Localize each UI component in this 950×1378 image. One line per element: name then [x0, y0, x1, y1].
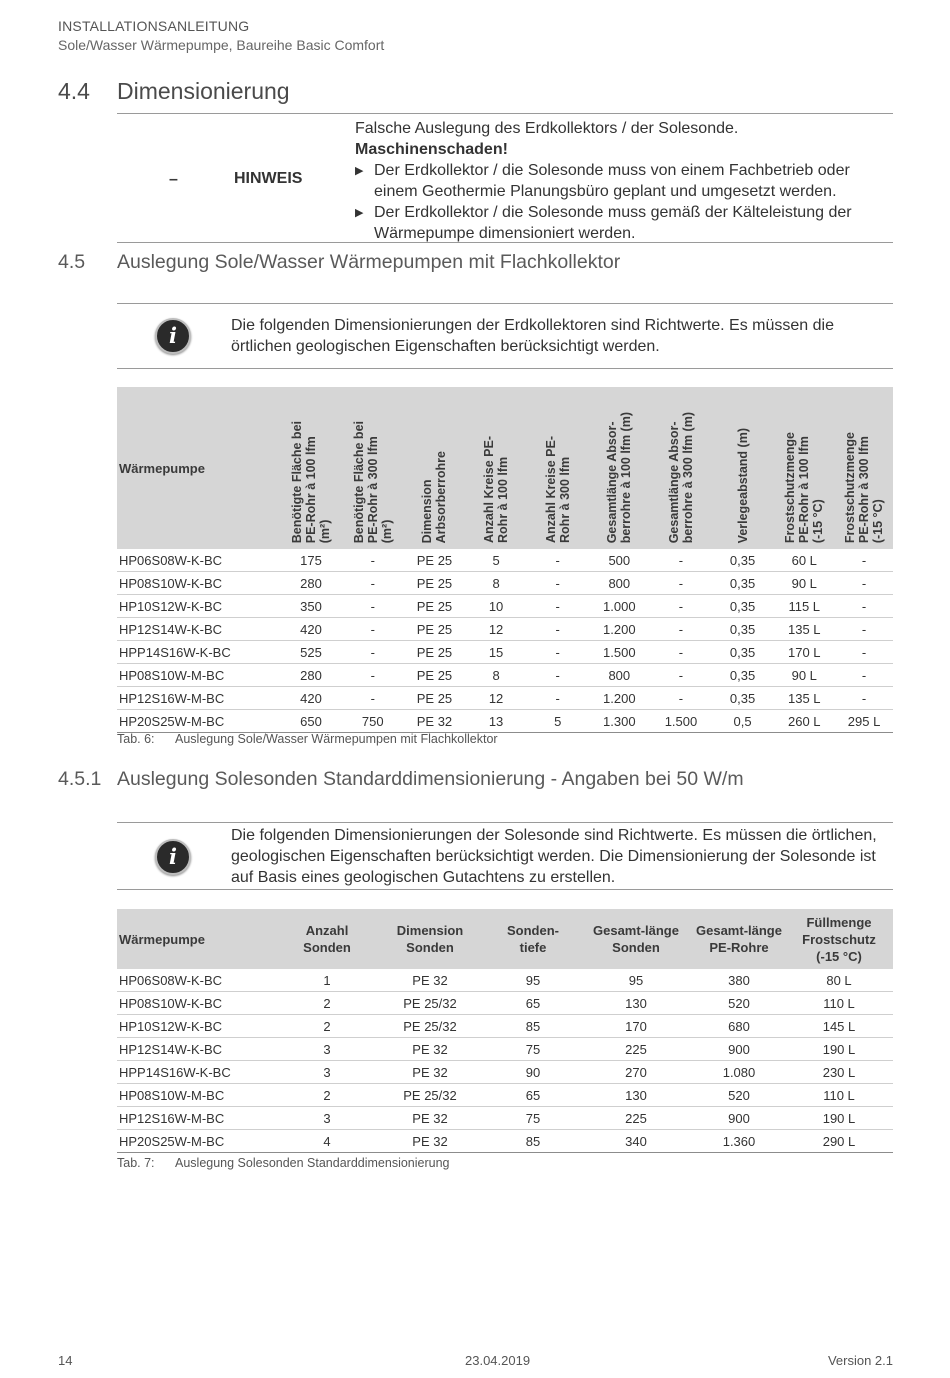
table-row [117, 618, 893, 641]
table1-caption-number: Tab. 6: [117, 732, 155, 746]
table-cell: PE 32 [373, 1107, 487, 1130]
table-cell: PE 25/32 [373, 1015, 487, 1038]
header-line: Frostschutzmenge [783, 431, 798, 543]
header-line: Anzahl [305, 923, 349, 938]
table1-header-text [843, 432, 885, 543]
table-row [117, 595, 893, 618]
table-cell: PE 25 [404, 618, 466, 641]
table1-header-10 [835, 387, 893, 549]
table-cell: 225 [579, 1038, 693, 1061]
footer-date: 23.04.2019 [465, 1353, 531, 1368]
table2-header-text [487, 922, 579, 956]
table-cell: 2 [281, 1084, 373, 1107]
model-cell: HPP14S16W-K-BC [117, 1061, 281, 1084]
table-cell: 190 L [785, 1107, 893, 1130]
table-cell: - [342, 549, 404, 572]
model-cell: HP08S10W-M-BC [117, 664, 280, 687]
table-cell: PE 32 [373, 1038, 487, 1061]
table-cell: 170 L [773, 641, 835, 664]
table-cell: 0,5 [712, 710, 774, 733]
table1-header-1 [280, 387, 342, 549]
header-line: Anzahl Kreise PE- [482, 436, 497, 543]
table-row [117, 969, 893, 992]
table-cell: 520 [693, 992, 785, 1015]
hinweis-bullet: ▶ Der Erdkollektor / die Solesonde muss gemäß der Kälteleistung der Wärmepumpe dimensioniert werden. [355, 202, 885, 244]
model-cell: HP10S12W-K-BC [117, 595, 280, 618]
table1-header-text [352, 421, 394, 543]
table-cell: - [650, 664, 712, 687]
table-cell: 5 [465, 549, 527, 572]
header-line: Gesamtlänge Absor- [605, 421, 620, 543]
model-cell: HP08S10W-K-BC [117, 992, 281, 1015]
header-line: Füllmenge [806, 914, 872, 930]
table-cell: PE 25 [404, 641, 466, 664]
header-line: (m²) [379, 519, 394, 543]
table2-header-text [373, 922, 487, 956]
table-cell: 3 [281, 1107, 373, 1130]
header-line: (-15 °C) [816, 948, 862, 964]
table-cell: PE 25 [404, 549, 466, 572]
table-flachkollektor [117, 387, 893, 733]
table-cell: - [527, 687, 589, 710]
table-cell: - [527, 549, 589, 572]
table2-caption [117, 1156, 450, 1170]
model-cell: HP10S12W-K-BC [117, 1015, 281, 1038]
section-4-5-1-title: Auslegung Solesonden Standarddimensionierung - Angaben bei 50 W/m [117, 768, 744, 790]
table1-header-text [736, 428, 750, 543]
model-cell: HPP14S16W-K-BC [117, 641, 280, 664]
info-text-2: Die folgenden Dimensionierungen der Solesonde sind Richtwerte. Es müssen die örtlichen, geologischen Eigenschaften berücksichtigt werden. Die Dimensionierung der Solesonde ist auf Basis eines geologischen Gutachtens zu erstellen. [231, 827, 877, 886]
table-cell: - [342, 618, 404, 641]
table2-header-text [579, 922, 693, 956]
table-row [117, 1061, 893, 1084]
table-cell: 420 [280, 618, 342, 641]
table-cell: 65 [487, 992, 579, 1015]
header-line: berrohre à 100 lfm (m) [619, 411, 634, 543]
table-row [117, 549, 893, 572]
table-cell: 80 L [785, 969, 893, 992]
header-line: berrohre à 300 lfm (m) [680, 411, 695, 543]
header-line: Sonden [612, 940, 660, 955]
table-cell: 8 [465, 572, 527, 595]
table2-header-text [281, 922, 373, 956]
table-cell: 190 L [785, 1038, 893, 1061]
model-cell: HP08S10W-K-BC [117, 572, 280, 595]
table-cell: 350 [280, 595, 342, 618]
header-line: Gesamtlänge Absor- [666, 421, 681, 543]
hinweis-warning: Maschinenschaden! [355, 141, 508, 158]
model-cell: HP06S08W-K-BC [117, 969, 281, 992]
table-cell: - [650, 549, 712, 572]
info-text-1: Die folgenden Dimensionierungen der Erdkollektoren sind Richtwerte. Es müssen die örtlichen geologischen Eigenschaften berücksichtigt werden. [231, 317, 834, 355]
table-cell: - [342, 664, 404, 687]
hinweis-label: HINWEIS [234, 170, 303, 187]
header-line: Dimension [420, 479, 435, 543]
table1-header-5 [527, 387, 589, 549]
table2-header-2 [373, 909, 487, 969]
model-cell: HP12S14W-K-BC [117, 618, 280, 641]
doc-header-subtitle: Sole/Wasser Wärmepumpe, Baureihe Basic Comfort [58, 37, 385, 53]
info-box-1 [117, 303, 893, 369]
table-cell: 380 [693, 969, 785, 992]
table-cell: 1.000 [588, 595, 650, 618]
footer-page-number: 14 [58, 1353, 73, 1368]
header-line: Benötigte Fläche bei [351, 420, 366, 543]
header-line: PE-Rohr à 100 lfm [797, 436, 812, 543]
table-cell: 680 [693, 1015, 785, 1038]
table1-header-text [667, 412, 695, 543]
table-cell: 95 [579, 969, 693, 992]
table1-header-2 [342, 387, 404, 549]
table1-header-4 [465, 387, 527, 549]
table-cell: 295 L [835, 710, 893, 733]
info-box-2 [117, 822, 893, 890]
table-cell: 270 [579, 1061, 693, 1084]
table1-header-text [290, 421, 332, 543]
table-row [117, 687, 893, 710]
table-cell: 0,35 [712, 572, 774, 595]
header-line: PE-Rohr à 100 lfm [304, 436, 318, 543]
info-icon: i [155, 839, 191, 875]
table-cell: 2 [281, 992, 373, 1015]
hinweis-bullet: ▶ Der Erdkollektor / die Solesonde muss von einem Fachbetrieb oder einem Geothermie Planungsbüro geplant und umgesetzt werden. [355, 160, 885, 202]
table-cell: 500 [588, 549, 650, 572]
model-cell: HP20S25W-M-BC [117, 710, 280, 733]
table-cell: 280 [280, 664, 342, 687]
table-row [117, 572, 893, 595]
header-line: Verlegeabstand (m) [735, 427, 750, 543]
header-line: Sonden- [507, 923, 559, 938]
table-cell: 1.080 [693, 1061, 785, 1084]
table1-caption-text: Auslegung Sole/Wasser Wärmepumpen mit Flachkollektor [175, 732, 498, 746]
table1-caption [117, 732, 498, 746]
table2-header-1 [281, 909, 373, 969]
table-cell: 1.200 [588, 618, 650, 641]
table1-header-text [544, 436, 572, 543]
table-cell: 290 L [785, 1130, 893, 1153]
table-cell: 260 L [773, 710, 835, 733]
table-cell: - [835, 687, 893, 710]
table2-header-5 [693, 909, 785, 969]
table-cell: 90 [487, 1061, 579, 1084]
table-row [117, 992, 893, 1015]
table-cell: 0,35 [712, 549, 774, 572]
model-cell: HP12S14W-K-BC [117, 1038, 281, 1061]
table-cell: 1.360 [693, 1130, 785, 1153]
section-4-4-title: Dimensionierung [117, 78, 290, 104]
table1-header-text [420, 451, 448, 543]
table-cell: 5 [527, 710, 589, 733]
table-cell: PE 25 [404, 572, 466, 595]
table-cell: - [342, 687, 404, 710]
model-cell: HP06S08W-K-BC [117, 549, 280, 572]
table-cell: 225 [579, 1107, 693, 1130]
header-line: PE-Rohr à 300 lfm [857, 436, 872, 543]
table-cell: - [527, 664, 589, 687]
table-cell: PE 25/32 [373, 992, 487, 1015]
table-cell: 12 [465, 687, 527, 710]
table1-header-6 [588, 387, 650, 549]
table-cell: 1.500 [650, 710, 712, 733]
table-cell: 135 L [773, 618, 835, 641]
table-cell: - [527, 572, 589, 595]
table-cell: 280 [280, 572, 342, 595]
table-cell: 900 [693, 1038, 785, 1061]
table-cell: 145 L [785, 1015, 893, 1038]
table-cell: - [342, 572, 404, 595]
table-cell: 0,35 [712, 687, 774, 710]
table-cell: 130 [579, 1084, 693, 1107]
table-cell: 0,35 [712, 595, 774, 618]
doc-header-title: INSTALLATIONSANLEITUNG [58, 18, 250, 34]
table-cell: 170 [579, 1015, 693, 1038]
table-cell: - [650, 572, 712, 595]
table-cell: 175 [280, 549, 342, 572]
table-cell: 10 [465, 595, 527, 618]
header-line: Anzahl Kreise PE- [543, 436, 558, 543]
header-line: (-15 °C) [811, 499, 826, 543]
table-row [117, 710, 893, 733]
table-cell: 230 L [785, 1061, 893, 1084]
table-cell: 4 [281, 1130, 373, 1153]
table-cell: 520 [693, 1084, 785, 1107]
table-cell: PE 32 [373, 1061, 487, 1084]
table-row [117, 1130, 893, 1153]
header-line: Frostschutzmenge [843, 431, 858, 543]
header-line: (m²) [318, 519, 332, 543]
table-cell: 420 [280, 687, 342, 710]
header-line: Sonden [406, 940, 454, 955]
table2-caption-text: Auslegung Solesonden Standarddimensionierung [175, 1156, 450, 1170]
table-cell: - [527, 641, 589, 664]
table-cell: 3 [281, 1038, 373, 1061]
table2-caption-number: Tab. 7: [117, 1156, 155, 1170]
table-cell: PE 32 [404, 710, 466, 733]
table2-header-4 [579, 909, 693, 969]
table-cell: 1.500 [588, 641, 650, 664]
table-cell: 90 L [773, 572, 835, 595]
table-cell: 1.300 [588, 710, 650, 733]
table-row [117, 1038, 893, 1061]
hinweis-dash: – [169, 171, 178, 188]
table-cell: PE 32 [373, 969, 487, 992]
table-cell: - [650, 618, 712, 641]
table-cell: - [342, 595, 404, 618]
table-cell: - [835, 549, 893, 572]
header-line: PE-Rohre [709, 940, 769, 955]
table-cell: 115 L [773, 595, 835, 618]
header-line: Benötigte Fläche bei [290, 420, 304, 543]
table-row [117, 1015, 893, 1038]
table-cell: 650 [280, 710, 342, 733]
table-row [117, 1084, 893, 1107]
table2-header-3 [487, 909, 579, 969]
table-cell: 0,35 [712, 641, 774, 664]
table-cell: 95 [487, 969, 579, 992]
table-cell: PE 25 [404, 687, 466, 710]
table-solesonden [117, 909, 893, 1153]
header-line: Rohr à 300 lfm [557, 456, 572, 543]
table-cell: - [527, 595, 589, 618]
hinweis-text [355, 118, 885, 244]
header-line: Gesamt-länge [593, 923, 679, 938]
table-cell: - [835, 664, 893, 687]
table1-header-text [605, 412, 633, 543]
table-cell: 60 L [773, 549, 835, 572]
header-line: PE-Rohr à 300 lfm [365, 436, 380, 543]
table-cell: - [650, 641, 712, 664]
header-line: Rohr à 100 lfm [496, 456, 511, 543]
model-cell: HP20S25W-M-BC [117, 1130, 281, 1153]
table-cell: PE 25/32 [373, 1084, 487, 1107]
header-line: Dimension [396, 923, 464, 938]
table1-header-7 [650, 387, 712, 549]
table-cell: 65 [487, 1084, 579, 1107]
table-cell: 1 [281, 969, 373, 992]
section-4-5-1-number: 4.5.1 [58, 768, 102, 790]
table-cell: 130 [579, 992, 693, 1015]
table-cell: 85 [487, 1015, 579, 1038]
footer-version: Version 2.1 [827, 1353, 893, 1368]
table2-header-text [785, 914, 893, 965]
model-cell: HP08S10W-M-BC [117, 1084, 281, 1107]
header-line: (-15 °C) [871, 499, 886, 543]
header-line: tiefe [519, 940, 547, 955]
table-cell: - [835, 595, 893, 618]
table-cell: 110 L [785, 1084, 893, 1107]
table-cell: 75 [487, 1038, 579, 1061]
table1-header-first: Wärmepumpe [117, 387, 280, 549]
table-cell: 110 L [785, 992, 893, 1015]
table-cell: 13 [465, 710, 527, 733]
table-cell: 340 [579, 1130, 693, 1153]
table2-header-first: Wärmepumpe [117, 909, 281, 969]
table-cell: 135 L [773, 687, 835, 710]
section-4-4-number: 4.4 [58, 78, 90, 104]
table-row [117, 1107, 893, 1130]
table-cell: 0,35 [712, 664, 774, 687]
table-cell: 15 [465, 641, 527, 664]
table1-header-text [783, 432, 825, 543]
model-cell: HP12S16W-M-BC [117, 1107, 281, 1130]
model-cell: HP12S16W-M-BC [117, 687, 280, 710]
table-cell: 1.200 [588, 687, 650, 710]
table-cell: 3 [281, 1061, 373, 1084]
table-cell: 75 [487, 1107, 579, 1130]
table-row [117, 664, 893, 687]
info-icon: i [155, 318, 191, 354]
table-cell: - [835, 641, 893, 664]
section-4-5-title: Auslegung Sole/Wasser Wärmepumpen mit Flachkollektor [117, 251, 621, 273]
table-row [117, 641, 893, 664]
hinweis-intro: Falsche Auslegung des Erdkollektors / der Solesonde. [355, 120, 739, 137]
table1-header-3 [404, 387, 466, 549]
table2-header-text [693, 922, 785, 956]
table-cell: 800 [588, 572, 650, 595]
table-cell: PE 25 [404, 595, 466, 618]
table-cell: 90 L [773, 664, 835, 687]
table-cell: 525 [280, 641, 342, 664]
table-cell: - [650, 595, 712, 618]
table-cell: - [342, 641, 404, 664]
table-cell: PE 32 [373, 1130, 487, 1153]
table-cell: 0,35 [712, 618, 774, 641]
table1-header-9 [773, 387, 835, 549]
table-cell: 750 [342, 710, 404, 733]
table-cell: - [527, 618, 589, 641]
table-cell: 2 [281, 1015, 373, 1038]
table-cell: - [650, 687, 712, 710]
table2-header-6 [785, 909, 893, 969]
table-cell: 85 [487, 1130, 579, 1153]
table-cell: 800 [588, 664, 650, 687]
table-cell: 8 [465, 664, 527, 687]
section-4-5-number: 4.5 [58, 251, 86, 273]
table-cell: PE 25 [404, 664, 466, 687]
table-cell: 12 [465, 618, 527, 641]
table-cell: - [835, 572, 893, 595]
table-cell: - [835, 618, 893, 641]
header-line: Sonden [303, 940, 351, 955]
header-line: Frostschutz [802, 931, 876, 947]
table1-header-text [482, 436, 510, 543]
header-line: Arbsorberrohre [434, 450, 449, 543]
table-cell: 900 [693, 1107, 785, 1130]
header-line: Gesamt-länge [696, 923, 782, 938]
hinweis-box [117, 113, 893, 243]
table1-header-8 [712, 387, 774, 549]
